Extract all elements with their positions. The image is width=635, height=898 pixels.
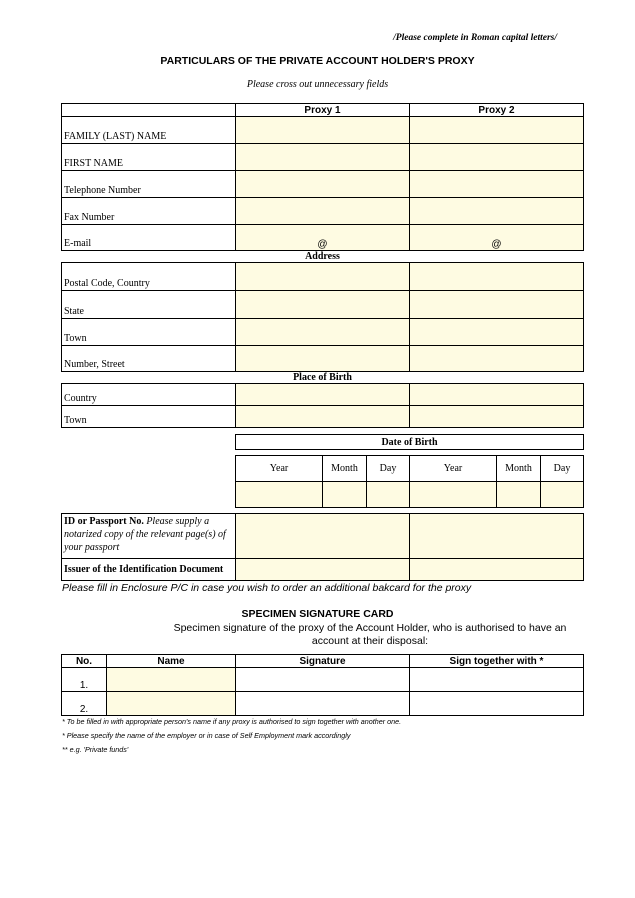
proxy1-year-field[interactable] — [236, 482, 323, 508]
signature-column-header: Signature — [236, 655, 410, 668]
form-subtitle: Please cross out unnecessary fields — [246, 79, 389, 90]
proxy1-email-field[interactable] — [236, 225, 410, 251]
proxy2-birth-town-field[interactable] — [410, 406, 584, 428]
form-title: PARTICULARS OF THE PRIVATE ACCOUNT HOLDER'S PROXY — [160, 55, 475, 67]
specimen-signature-table — [61, 654, 584, 716]
at-sign: @ — [491, 239, 502, 250]
proxy2-street-field[interactable] — [410, 346, 584, 372]
number-street-label: Number, Street — [62, 346, 236, 372]
footnote-1: * To be filled in with appropriate person's name if any proxy is authorised to sign together with another one. — [62, 717, 402, 726]
proxy2-town-field[interactable] — [410, 319, 584, 346]
proxy1-id-field[interactable] — [236, 514, 410, 559]
proxy1-telephone-field[interactable] — [236, 171, 410, 198]
date-of-birth-table — [235, 434, 584, 508]
proxy1-fax-field[interactable] — [236, 198, 410, 225]
birth-country-label: Country — [62, 384, 236, 406]
proxy2-month-field[interactable] — [497, 482, 541, 508]
proxy2-year-field[interactable] — [410, 482, 497, 508]
sign-together-column-header: Sign together with * — [410, 655, 584, 668]
postal-code-label: Postal Code, Country — [62, 263, 236, 291]
proxy1-day-header: Day — [367, 456, 410, 482]
proxy1-state-field[interactable] — [236, 291, 410, 319]
place-of-birth-heading: Place of Birth — [293, 372, 352, 383]
proxy2-issuer-field[interactable] — [410, 559, 584, 581]
proxy1-first-name-field[interactable] — [236, 144, 410, 171]
at-sign: @ — [317, 239, 328, 250]
proxy1-header: Proxy 1 — [236, 104, 410, 117]
proxy2-state-field[interactable] — [410, 291, 584, 319]
row1-signature-field[interactable] — [236, 668, 410, 692]
issuer-label: Issuer of the Identification Document — [62, 559, 236, 581]
row2-sign-together-field[interactable] — [410, 692, 584, 716]
proxy2-day-header: Day — [541, 456, 584, 482]
state-label: State — [62, 291, 236, 319]
family-name-label: FAMILY (LAST) NAME — [62, 117, 236, 144]
proxy2-day-field[interactable] — [541, 482, 584, 508]
date-of-birth-heading: Date of Birth — [236, 435, 584, 450]
proxy1-month-header: Month — [323, 456, 367, 482]
id-passport-instruction: Please supply a notarized copy of the relevant page(s) of your passport — [64, 516, 226, 553]
proxy1-birth-country-field[interactable] — [236, 384, 410, 406]
proxy1-year-header: Year — [236, 456, 323, 482]
proxy1-month-field[interactable] — [323, 482, 367, 508]
address-section-heading: Address — [305, 251, 340, 262]
proxy2-fax-field[interactable] — [410, 198, 584, 225]
first-name-label: FIRST NAME — [62, 144, 236, 171]
proxy1-birth-town-field[interactable] — [236, 406, 410, 428]
enclosure-note: Please fill in Enclosure P/C in case you wish to order an additional bakcard for the proxy — [62, 582, 472, 594]
row1-sign-together-field[interactable] — [410, 668, 584, 692]
row1-name-field[interactable] — [107, 668, 236, 692]
id-passport-label — [62, 514, 236, 559]
header-empty-cell — [62, 104, 236, 117]
instruction-note: /Please complete in Roman capital letters/ — [393, 33, 557, 43]
fax-label: Fax Number — [62, 198, 236, 225]
birth-town-label: Town — [62, 406, 236, 428]
row2-signature-field[interactable] — [236, 692, 410, 716]
proxy2-year-header: Year — [410, 456, 497, 482]
proxy2-first-name-field[interactable] — [410, 144, 584, 171]
no-column-header: No. — [62, 655, 107, 668]
proxy2-header: Proxy 2 — [410, 104, 584, 117]
proxy2-postal-code-field[interactable] — [410, 263, 584, 291]
proxy1-town-field[interactable] — [236, 319, 410, 346]
proxy1-issuer-field[interactable] — [236, 559, 410, 581]
identification-table — [61, 513, 584, 581]
telephone-label: Telephone Number — [62, 171, 236, 198]
specimen-description: Specimen signature of the proxy of the Account Holder, who is authorised to have an account at their disposal: — [173, 622, 567, 647]
proxy2-telephone-field[interactable] — [410, 171, 584, 198]
proxy2-birth-country-field[interactable] — [410, 384, 584, 406]
specimen-title: SPECIMEN SIGNATURE CARD — [241, 608, 394, 620]
footnote-3: ** e.g. 'Private funds' — [62, 745, 129, 754]
town-label: Town — [62, 319, 236, 346]
proxy2-email-field[interactable] — [410, 225, 584, 251]
proxy1-family-name-field[interactable] — [236, 117, 410, 144]
name-column-header: Name — [107, 655, 236, 668]
proxy-particulars-table — [61, 103, 584, 428]
proxy2-month-header: Month — [497, 456, 541, 482]
row-number: 1. — [62, 668, 107, 692]
row-number: 2. — [62, 692, 107, 716]
footnote-2: * Please specify the name of the employer or in case of Self Employment mark accordingly — [62, 731, 351, 740]
email-label: E-mail — [62, 225, 236, 251]
proxy2-id-field[interactable] — [410, 514, 584, 559]
id-passport-label-bold: ID or Passport No. — [64, 516, 144, 527]
row2-name-field[interactable] — [107, 692, 236, 716]
proxy1-day-field[interactable] — [367, 482, 410, 508]
proxy1-street-field[interactable] — [236, 346, 410, 372]
proxy1-postal-code-field[interactable] — [236, 263, 410, 291]
proxy2-family-name-field[interactable] — [410, 117, 584, 144]
